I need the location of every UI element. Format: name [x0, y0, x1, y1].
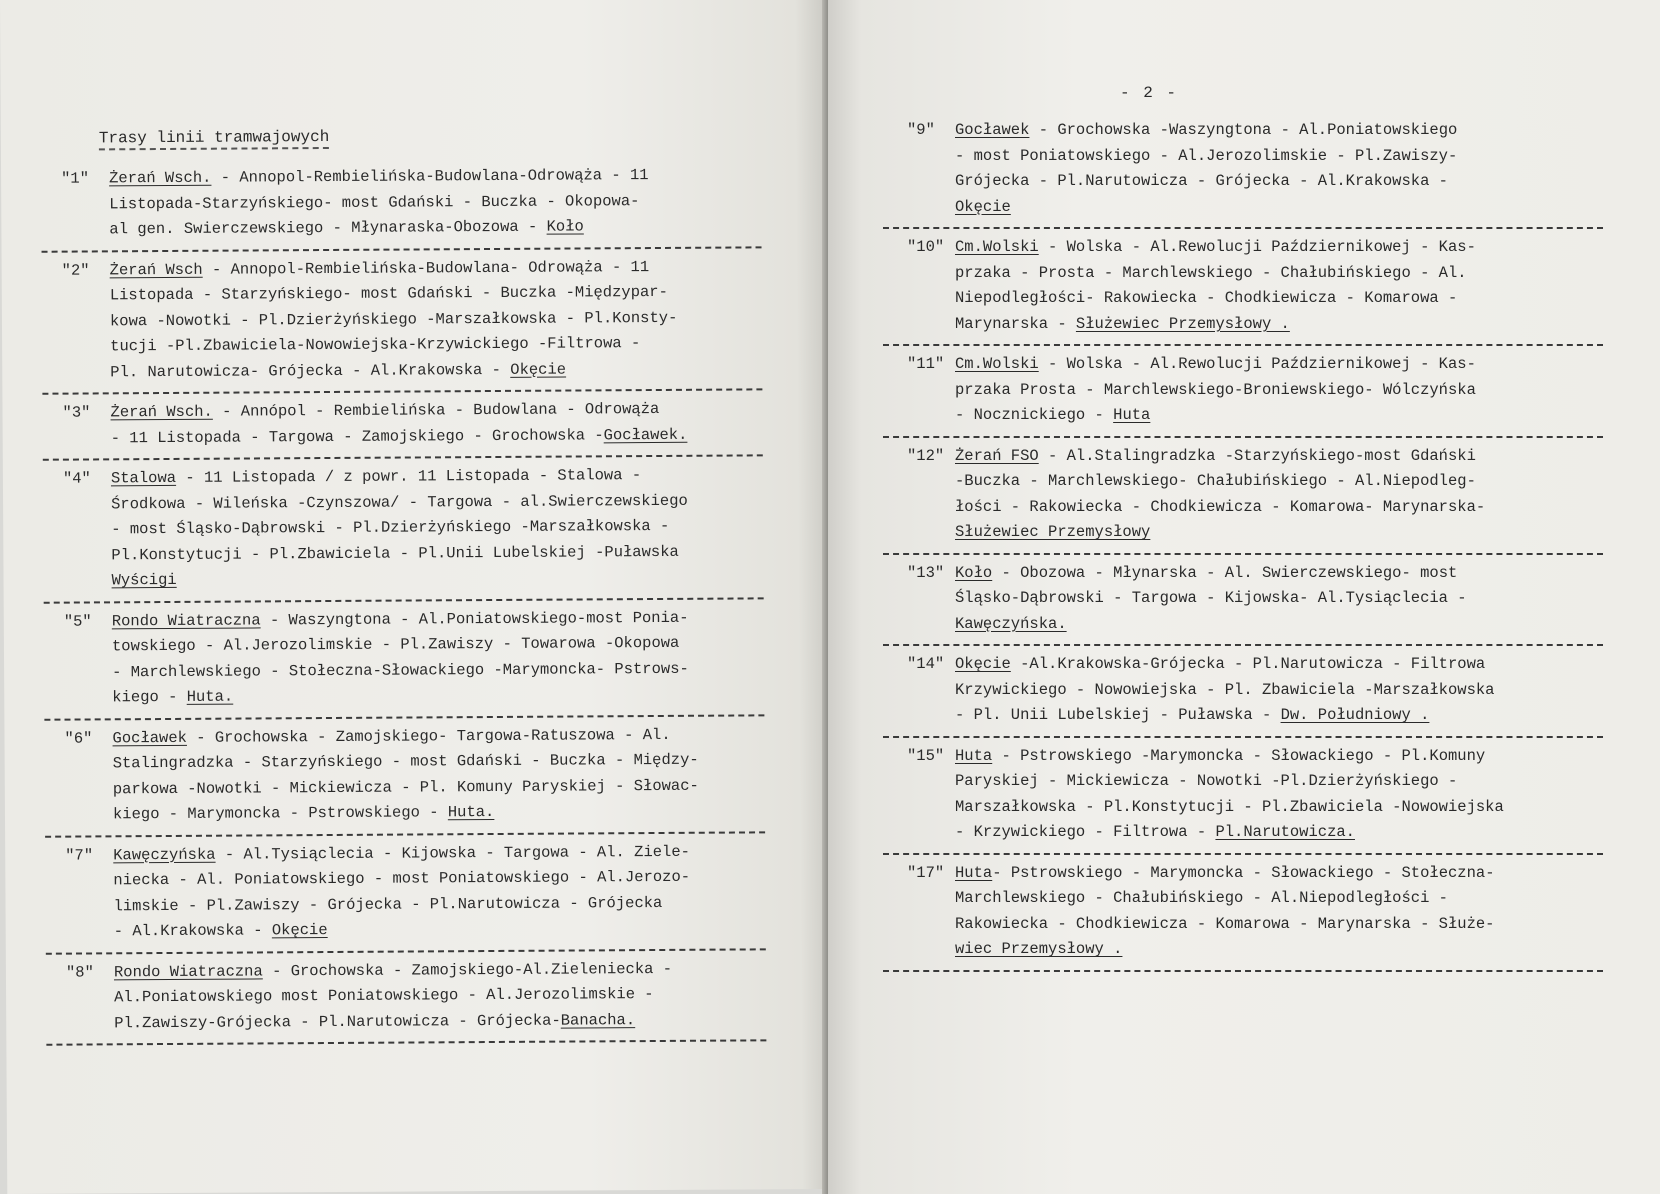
right-page — [828, 0, 1660, 1194]
route-line — [955, 403, 1603, 429]
route-line — [111, 539, 763, 568]
route-stops: łości - Rakowiecka - Chodkiewicza - Komarowa- Marynarska- — [955, 497, 1486, 516]
route-line — [955, 312, 1603, 338]
route-entry — [41, 156, 762, 252]
route-stops: - Nocznickiego - — [955, 406, 1114, 424]
route-number: "12" — [907, 446, 945, 465]
route-number: "6" — [64, 728, 93, 748]
route-line — [955, 169, 1603, 195]
route-line — [955, 469, 1603, 495]
route-line — [955, 612, 1603, 638]
route-line — [110, 396, 762, 425]
route-stops: - Wolska - Al.Rewolucji Październikowej - Kas- — [1038, 355, 1476, 373]
route-stops: Listopada - Starzyńskiego- most Gdański - Buczka -Międzypar- — [109, 282, 668, 305]
route-line — [114, 981, 766, 1010]
route-entry — [883, 646, 1603, 738]
route-line — [113, 864, 765, 893]
route-stops: kowa -Nowotki - Pl.Dzierżyńskiego -Marszałkowska - Pl.Konsty- — [109, 308, 678, 330]
route-end-terminal: Dw. Południowy . — [1280, 706, 1430, 724]
route-end-terminal: Kawęczyńska. — [955, 614, 1067, 633]
route-number: "14" — [907, 655, 945, 673]
route-stops: Paryskiej - Mickiewicza - Nowotki -Pl.Dzierżyńskiego - — [955, 772, 1458, 790]
route-stops: - Pl. Unii Lubelskiej - Puławska - — [955, 706, 1281, 724]
route-entry — [45, 833, 766, 954]
route-line — [113, 839, 765, 868]
right-text-column — [883, 112, 1603, 972]
page-number: - 2 - — [1120, 84, 1179, 102]
route-line — [111, 564, 763, 593]
route-stops: - Annópol - Rembielińska - Budowlana - Odrowąża — [212, 399, 660, 421]
route-end-terminal: Huta — [1113, 406, 1151, 424]
route-start-terminal: Gocławek — [955, 121, 1030, 139]
route-stops: Grójecka - Pl.Narutowicza - Grójecka - Al.Krakowska - — [955, 172, 1448, 190]
route-stops: Rakowiecka - Chodkiewicza - Komarowa - Marynarska - Służe- — [955, 914, 1495, 933]
route-entry — [883, 738, 1603, 855]
route-line — [113, 747, 765, 776]
route-entry — [883, 346, 1603, 438]
route-start-terminal: Żerań Wsch. — [110, 402, 213, 422]
route-end-terminal: Banacha. — [560, 1010, 636, 1030]
route-start-terminal: Koło — [955, 563, 993, 582]
route-number: "17" — [907, 863, 945, 882]
route-line — [955, 820, 1603, 846]
route-end-terminal: Koło — [546, 217, 584, 236]
route-stops: parkowa -Nowotki - Mickiewicza - Pl. Komuny Paryskiej - Słowac- — [112, 776, 699, 798]
route-line — [109, 188, 761, 217]
route-line — [955, 352, 1603, 378]
route-stops: - Annopol-Rembielińska-Budowlana- Odrowąża - 11 — [202, 257, 650, 279]
route-entry — [883, 438, 1603, 555]
route-end-terminal: Huta. — [447, 802, 495, 822]
route-number: "9" — [907, 121, 935, 139]
route-entry — [883, 229, 1603, 346]
route-line — [110, 330, 762, 359]
route-start-terminal: Rondo Wiatraczna — [113, 961, 263, 981]
route-stops: kiego - Marymoncka - Pstrowskiego - — [112, 803, 448, 824]
route-stops: niecka - Al. Poniatowskiego - most Poniatowskiego - Al.Jerozo- — [113, 867, 691, 890]
route-stops: Środkowa - Wileńska -Czynszowa/ - Targowa - al.Swierczewskiego — [111, 491, 688, 513]
route-entry — [42, 248, 763, 395]
route-number: "5" — [63, 611, 92, 631]
route-end-terminal: wiec Przemysłowy . — [955, 940, 1123, 958]
route-line — [955, 769, 1603, 795]
route-line — [110, 254, 762, 283]
route-stops: - most Śląsko-Dąbrowski - Pl.Dzierżyńskiego -Marszałkowska - — [111, 516, 670, 539]
route-stops: - Pstrowskiego -Marymoncka - Słowackiego - Pl.Komuny — [992, 746, 1486, 765]
route-number: "10" — [907, 238, 945, 256]
route-line — [112, 722, 764, 751]
route-line — [110, 279, 762, 308]
route-line — [955, 144, 1603, 170]
route-line — [955, 378, 1603, 404]
route-stops: Pl.Zawiszy-Grójecka - Pl.Narutowicza - Grójecka- — [114, 1011, 561, 1032]
route-number: "8" — [65, 962, 94, 982]
route-stops: - Wolska - Al.Rewolucji Październikowej - Kas- — [1038, 238, 1476, 256]
route-line — [955, 561, 1603, 587]
route-stops: Listopada-Starzyńskiego- most Gdański - Buczka - Okopowa- — [109, 191, 640, 213]
route-start-terminal: Huta — [955, 863, 993, 882]
route-line — [955, 937, 1603, 963]
route-stops: -Buczka - Marchlewskiego- Chałubińskiego - Al.Niepodleg- — [955, 472, 1476, 490]
route-stops: - Annopol-Rembielińska-Budowlana-Odrowąża - 11 — [211, 166, 649, 187]
route-line — [111, 462, 763, 491]
route-line — [113, 890, 765, 919]
route-stops: tucji -Pl.Zbawiciela-Nowowiejska-Krzywickiego -Filtrowa - — [110, 334, 641, 356]
route-number: "1" — [61, 169, 90, 188]
route-start-terminal: Żerań Wsch — [109, 260, 203, 279]
route-stops: - Obozowa - Młynarska - Al. Swierczewskiego- most — [992, 563, 1458, 582]
route-stops: Marynarska - — [955, 314, 1076, 333]
route-line — [114, 956, 766, 985]
route-end-terminal: Służewiec Przemysłowy . — [1075, 314, 1290, 333]
route-line — [955, 195, 1603, 221]
route-line — [112, 630, 764, 659]
route-number: "15" — [907, 746, 945, 765]
left-text-column — [41, 125, 767, 1045]
route-entry — [42, 390, 762, 460]
route-line — [955, 261, 1603, 287]
route-entry — [43, 456, 764, 603]
route-stops: Marchlewskiego - Chałubińskiego - Al.Niepodległości - — [955, 889, 1448, 907]
left-route-list — [41, 156, 766, 1045]
route-line — [112, 681, 764, 710]
route-start-terminal: Kawęczyńska — [113, 845, 216, 864]
route-stops: - Al.Krakowska - — [113, 921, 272, 941]
route-line — [109, 162, 761, 191]
route-line — [955, 235, 1603, 261]
route-start-terminal: Cm.Wolski — [955, 238, 1039, 256]
route-entry — [883, 112, 1603, 229]
route-stops: -Al.Krakowska-Grójecka - Pl.Narutowicza - Filtrowa — [1010, 655, 1486, 673]
route-end-terminal: Okęcie — [271, 921, 328, 940]
document-title: Trasy linii tramwajowych — [99, 128, 330, 150]
route-stops: - most Poniatowskiego - Al.Jerozolimskie - Pl.Zawiszy- — [955, 146, 1458, 165]
route-stops: Śląsko-Dąbrowski - Targowa - Kijowska- Al.Tysiąclecia - — [955, 589, 1467, 607]
route-stops: przaka Prosta - Marchlewskiego-Broniewskiego- Wólczyńska — [955, 380, 1476, 399]
route-stops: - Waszyngtona - Al.Poniatowskiego-most Ponia- — [260, 608, 689, 629]
route-line — [109, 213, 761, 242]
route-stops: - Krzywickiego - Filtrowa - — [955, 823, 1216, 841]
route-entry — [46, 950, 767, 1046]
route-start-terminal: Żerań Wsch. — [109, 168, 212, 188]
route-line — [955, 444, 1603, 470]
route-stops: - Pstrowskiego - Marymoncka - Słowackiego - Stołeczna- — [992, 863, 1495, 882]
route-line — [110, 305, 762, 334]
route-line — [955, 495, 1603, 521]
route-stops: Stalingradzka - Starzyńskiego - most Gdański - Buczka - Między- — [112, 750, 699, 773]
route-end-terminal: Okęcie — [510, 360, 567, 379]
route-stops: kiego - — [112, 687, 187, 707]
route-stops: al gen. Swierczewskiego - Młynaraska-Obozowa - — [109, 217, 547, 239]
route-number: "7" — [65, 845, 94, 865]
route-start-terminal: Żerań FSO — [955, 446, 1039, 465]
route-number: "2" — [61, 260, 90, 280]
right-route-list — [883, 112, 1603, 972]
route-line — [955, 744, 1603, 770]
route-stops: - Al.Stalingradzka -Starzyńskiego-most Gdański — [1038, 446, 1476, 465]
route-line — [955, 912, 1603, 938]
route-line — [111, 422, 763, 451]
route-stops: Marszałkowska - Pl.Konstytucji - Pl.Zbawiciela -Nowowiejska — [955, 797, 1504, 816]
route-stops: towskiego - Al.Jerozolimskie - Pl.Zawiszy - Towarowa -Okopowa — [111, 633, 680, 656]
route-stops: Pl. Narutowicza- Grójecka - Al.Krakowska - — [110, 360, 511, 381]
route-number: "11" — [907, 355, 945, 373]
route-line — [955, 586, 1603, 612]
route-end-terminal: Gocławek. — [603, 425, 688, 444]
route-end-terminal: Huta. — [186, 687, 234, 706]
route-line — [955, 286, 1603, 312]
route-line — [110, 356, 762, 385]
route-line — [114, 1007, 766, 1036]
route-number: "3" — [62, 403, 91, 422]
route-line — [111, 488, 763, 517]
route-start-terminal: Rondo Wiatraczna — [111, 610, 261, 630]
route-line — [114, 915, 766, 944]
route-stops: - Al.Tysiąclecia - Kijowska - Targowa - Al. Ziele- — [215, 842, 690, 864]
route-line — [955, 652, 1603, 678]
route-line — [955, 118, 1603, 144]
route-line — [955, 678, 1603, 704]
route-line — [955, 795, 1603, 821]
route-start-terminal: Stalowa — [110, 468, 177, 488]
route-end-terminal: Okęcie — [955, 197, 1011, 216]
route-line — [955, 703, 1603, 729]
route-number: "13" — [907, 563, 945, 582]
route-entry — [44, 599, 765, 720]
route-entry — [44, 716, 765, 837]
route-entry — [883, 855, 1603, 972]
route-line — [113, 773, 765, 802]
route-stops: Al.Poniatowskiego most Poniatowskiego - Al.Jerozolimskie - — [114, 985, 654, 1007]
route-line — [955, 886, 1603, 912]
route-stops: przaka - Prosta - Marchlewskiego - Chałubińskiego - Al. — [955, 263, 1467, 282]
route-stops: - Grochowska - Zamojskiego-Al.Zieleniecka - — [262, 959, 673, 980]
route-line — [111, 513, 763, 542]
route-start-terminal: Okęcie — [955, 655, 1011, 673]
route-stops: - Marchlewskiego - Stołeczna-Słowackiego -Marymoncka- Pstrows- — [112, 659, 689, 681]
route-end-terminal: Pl.Narutowicza. — [1215, 823, 1355, 841]
route-end-terminal: Służewiec Przemysłowy — [955, 523, 1151, 541]
route-stops: - 11 Listopada - Targowa - Zamojskiego - Grochowska - — [110, 425, 604, 447]
route-end-terminal: Wyścigi — [111, 570, 177, 590]
route-stops: Pl.Konstytucji - Pl.Zbawiciela - Pl.Unii Lubelskiej -Puławska — [111, 542, 679, 564]
route-stops: - 11 Listopada / z powr. 11 Listopada - Stalowa - — [175, 466, 642, 487]
route-line — [112, 605, 764, 634]
route-line — [955, 861, 1603, 887]
route-stops: - Grochowska -Waszyngtona - Al.Poniatowskiego — [1029, 121, 1458, 139]
route-line — [112, 656, 764, 685]
route-line — [955, 520, 1603, 546]
route-start-terminal: Gocławek — [112, 728, 187, 747]
route-number: "4" — [62, 469, 91, 488]
route-start-terminal: Cm.Wolski — [955, 355, 1039, 373]
route-stops: - Grochowska - Zamojskiego- Targowa-Ratuszowa - Al. — [186, 725, 671, 747]
route-stops: Niepodległości- Rakowiecka - Chodkiewicza - Komarowa - — [955, 289, 1458, 307]
route-stops: limskie - Pl.Zawiszy - Grójecka - Pl.Narutowicza - Grójecka — [113, 893, 663, 915]
route-entry — [883, 555, 1603, 647]
route-line — [113, 798, 765, 827]
route-start-terminal: Huta — [955, 746, 993, 765]
route-stops: Krzywickiego - Nowowiejska - Pl. Zbawiciela -Marszałkowska — [955, 680, 1495, 699]
